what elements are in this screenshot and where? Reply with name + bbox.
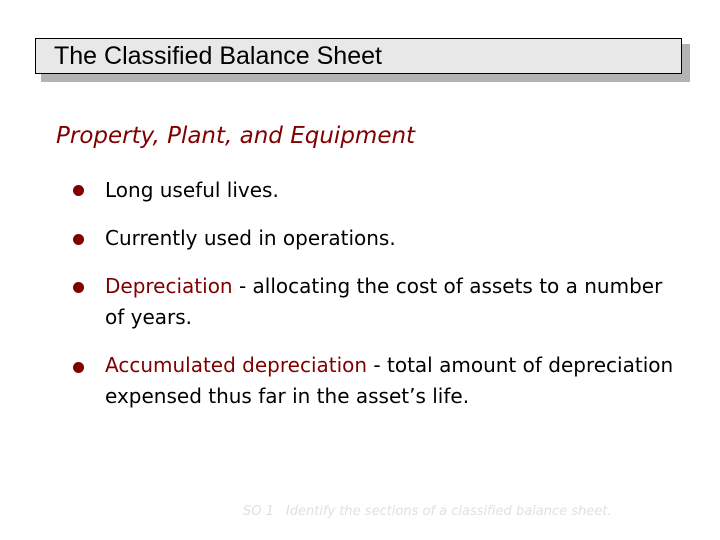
bullet-body: Currently used in operations.: [105, 226, 396, 250]
bullet-dot-icon: [73, 282, 84, 293]
footer-so-label: SO 1: [243, 504, 274, 519]
section-heading: Property, Plant, and Equipment: [56, 123, 416, 149]
bullet-text: [105, 223, 685, 254]
bullet-body: - allocating the cost of assets to a number of years.: [105, 274, 663, 329]
slide-title: The Classified Balance Sheet: [54, 41, 382, 70]
bullet-dot-icon: [73, 362, 84, 373]
bullet-dot-icon: [73, 185, 84, 196]
bullet-term: Accumulated depreciation: [105, 353, 368, 377]
bullet-text: [105, 271, 685, 333]
bullet-dot-icon: [73, 234, 84, 245]
bullet-text: [105, 175, 685, 206]
bullet-term: Depreciation: [105, 274, 233, 298]
footer-text: Identify the sections of a classified balance sheet.: [285, 504, 612, 519]
footer-objective: [243, 504, 612, 519]
bullet-text: [105, 350, 685, 412]
bullet-body: Long useful lives.: [105, 178, 279, 202]
bullet-body: - total amount of depreciation expensed thus far in the asset’s life.: [105, 353, 674, 408]
